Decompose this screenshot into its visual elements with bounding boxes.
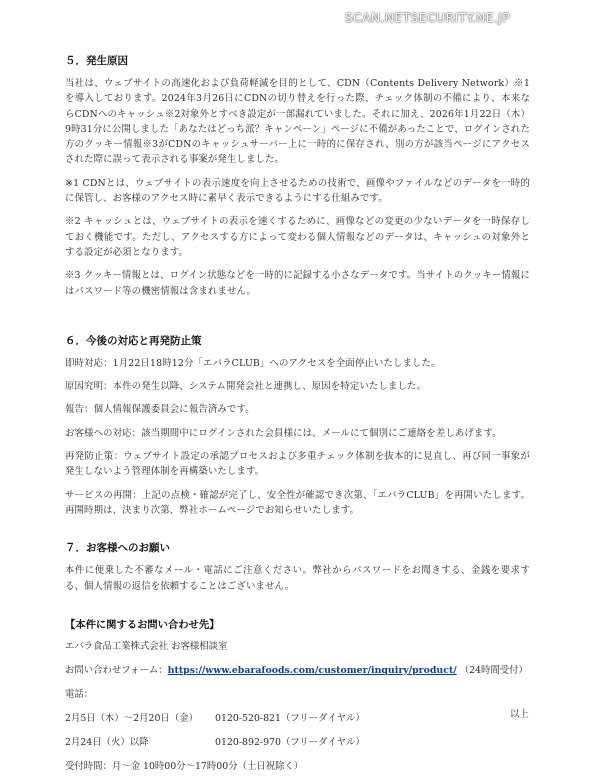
site-watermark: SCAN.NETSECURITY.NE.JP [344,10,510,25]
closing-mark: 以上 [510,709,529,720]
phone-period: 2月5日（木）～2月20日（金） [65,712,198,724]
contact-phone-label: 電話： [65,688,94,700]
inquiry-form-link[interactable]: https://www.ebarafoods.com/customer/inquiry/product/ [167,664,457,676]
section-6-item: 報告：個人情報保護委員会に報告済みです。 [65,404,255,416]
phone-row [65,735,530,750]
contact-form-line [65,663,530,678]
section-7-body: 本件に便乗した不審なメール・電話にご注意ください。弊社からパスワードをお聞きする、金銭を要求する、個人情報の返信を依頼することはございません。 [65,565,530,592]
document-page [65,53,530,783]
section-6-item: 再発防止策：ウェブサイト設定の承認プロセスおよび多重チェック体制を抜本的に見直し、再び同一事象が発生しないよう管理体制を再構築いたします。 [65,451,530,478]
phone-number: 0120-520-821（フリーダイヤル） [215,712,365,724]
section-7-heading: ７．お客様へのお願い [65,542,170,555]
section-6-item: サービスの再開：上記の点検・確認が完了し、安全性が確認でき次第、「エバラCLUB」を再開いたします。再開時期は、決まり次第、弊社ホームページでお知らせいたします。 [65,489,530,516]
contact-form-label: お問い合わせフォーム： [65,664,168,676]
section-6-heading: ６．今後の対応と再発防止策 [65,334,202,347]
phone-row [65,711,530,726]
section-6-item: 即時対応：1月22日18時12分「エバラCLUB」へのアクセスを全面停止いたしました。 [65,357,441,369]
footnote-2: ※2 キャッシュとは、ウェブサイトの表示を速くするために、画像などの変更の少ないデータを一時保存しておく機能です。ただし、アクセスする方によって変わる個人情報などのデータは、キャッシュの対象外とする設定が必須となります。 [65,216,530,258]
footnote-3: ※3 クッキー情報とは、ログイン状態などを一時的に記録する小さなデータです。当サイトのクッキー情報にはパスワード等の機密情報は含まれません。 [65,270,530,297]
section-5-body: 当社は、ウェブサイトの高速化および負荷軽減を目的として、CDN（Contents Delivery Network）※1を導入しております。2024年3月26日にCDNの切り替えを行った際、チェック体制の不備により、本来ならCDNへのキャッシュ※2対象外とすべき設定が一部漏れていました。それに加え、2026年1月22日（木）9時31分に公開しました「あなたはどっち派？キャンペーン」ページに不備があったことで、ログインされた方のクッキー情報※3がCDNのキャッシュサーバー上に一時的に保存され、別の方が該当ページにアクセスされた際に誤って表示される事案が発生しました。 [65,78,530,166]
contact-hours: 受付時間：月～金 10時00分～17時00分（土日祝除く） [65,760,304,772]
contact-org: エバラ食品工業株式会社 お客様相談室 [65,640,228,652]
footnote-1: ※1 CDNとは、ウェブサイトの表示速度を向上させるための技術で、画像やファイルなどのデータを一時的に保管し、お客様のアクセス時に素早く表示できるようにする仕組みです。 [65,177,530,205]
section-5-heading: ５．発生原因 [65,55,128,67]
contact-heading: 【本件に関するお問い合わせ先】 [65,618,220,631]
section-6-item: お客様への対応：該当期間中にログインされた会員様には、メールにて個別にご連絡を差しあげます。 [65,427,502,439]
phone-number: 0120-892-970（フリーダイヤル） [215,736,365,748]
section-6-item: 原因究明：本件の発生以降、システム開発会社と連携し、原因を特定いたしました。 [65,381,427,393]
contact-form-note: （24時間受付） [459,664,528,676]
phone-period: 2月24日（火）以降 [65,736,149,748]
